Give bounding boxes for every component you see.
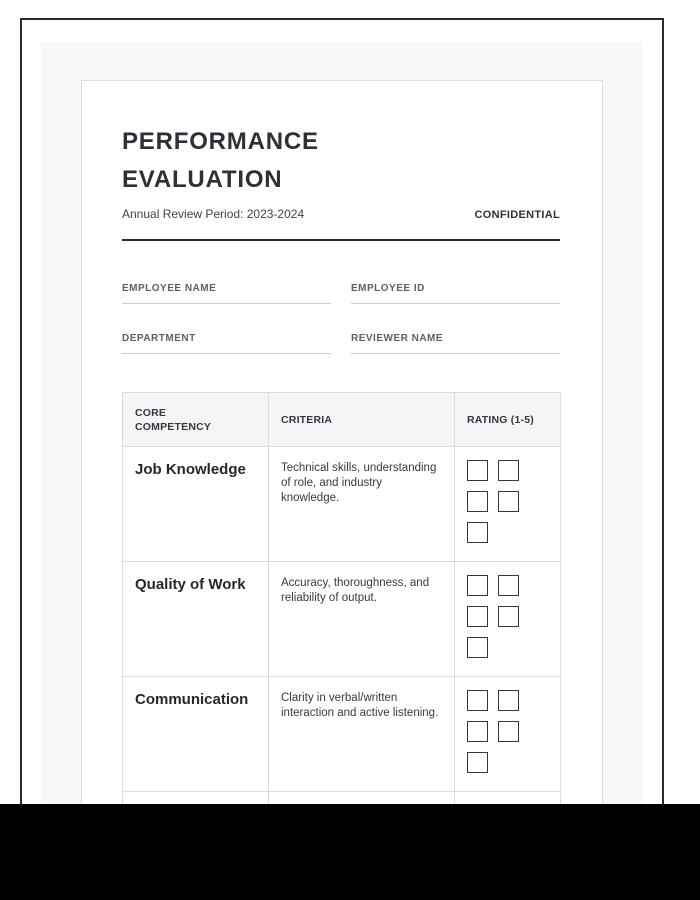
header-core-competency: CORE COMPETENCY bbox=[123, 393, 269, 447]
table-row-communication bbox=[123, 677, 561, 792]
rating-checkbox[interactable] bbox=[467, 522, 488, 543]
criteria-text: Clarity in verbal/written interaction and active listening. bbox=[269, 677, 455, 792]
department-input-line[interactable] bbox=[122, 353, 331, 354]
rating-checkbox[interactable] bbox=[467, 690, 488, 711]
field-reviewer-name bbox=[351, 333, 560, 354]
rating-checkbox[interactable] bbox=[498, 575, 519, 596]
rating-checkbox[interactable] bbox=[498, 690, 519, 711]
rating-checkbox[interactable] bbox=[467, 460, 488, 481]
rating-checkbox[interactable] bbox=[467, 575, 488, 596]
field-department bbox=[122, 333, 331, 354]
competency-name: Quality of Work bbox=[123, 562, 269, 677]
field-employee-id bbox=[351, 283, 560, 304]
competency-table-header bbox=[123, 393, 561, 447]
table-row-quality-of-work bbox=[123, 562, 561, 677]
rating-checkbox[interactable] bbox=[467, 491, 488, 512]
header-divider bbox=[122, 239, 560, 241]
confidential-badge: CONFIDENTIAL bbox=[474, 209, 560, 221]
evaluation-form-card bbox=[81, 80, 603, 900]
review-period-text: Annual Review Period: 2023-2024 bbox=[122, 207, 305, 221]
employee-id-input-line[interactable] bbox=[351, 303, 560, 304]
competency-name: Job Knowledge bbox=[123, 447, 269, 562]
rating-cell bbox=[455, 447, 561, 562]
reviewer-name-label: REVIEWER NAME bbox=[351, 333, 444, 344]
employee-name-input-line[interactable] bbox=[122, 303, 331, 304]
page-title: PERFORMANCE EVALUATION bbox=[122, 128, 319, 193]
subheader-row bbox=[122, 207, 560, 221]
rating-cell bbox=[455, 562, 561, 677]
department-label: DEPARTMENT bbox=[122, 333, 196, 344]
header-rating: RATING (1-5) bbox=[455, 393, 561, 447]
rating-checkbox[interactable] bbox=[498, 606, 519, 627]
preview-frame bbox=[20, 18, 664, 900]
field-employee-name bbox=[122, 283, 331, 304]
table-row-job-knowledge bbox=[123, 447, 561, 562]
rating-checkbox[interactable] bbox=[498, 491, 519, 512]
header-criteria: CRITERIA bbox=[269, 393, 455, 447]
criteria-text: Accuracy, thoroughness, and reliability of output. bbox=[269, 562, 455, 677]
offscreen-area bbox=[0, 804, 700, 900]
rating-checkbox[interactable] bbox=[467, 606, 488, 627]
reviewer-name-input-line[interactable] bbox=[351, 353, 560, 354]
rating-checkbox[interactable] bbox=[498, 721, 519, 742]
competency-name: Communication bbox=[123, 677, 269, 792]
criteria-text: Technical skills, understanding of role, and industry knowledge. bbox=[269, 447, 455, 562]
form-fields bbox=[122, 283, 560, 354]
employee-id-label: EMPLOYEE ID bbox=[351, 283, 425, 294]
rating-checkbox[interactable] bbox=[467, 752, 488, 773]
rating-checkbox[interactable] bbox=[467, 721, 488, 742]
document-page bbox=[41, 42, 642, 900]
rating-checkbox[interactable] bbox=[467, 637, 488, 658]
rating-cell bbox=[455, 677, 561, 792]
rating-checkbox[interactable] bbox=[498, 460, 519, 481]
employee-name-label: EMPLOYEE NAME bbox=[122, 283, 217, 294]
